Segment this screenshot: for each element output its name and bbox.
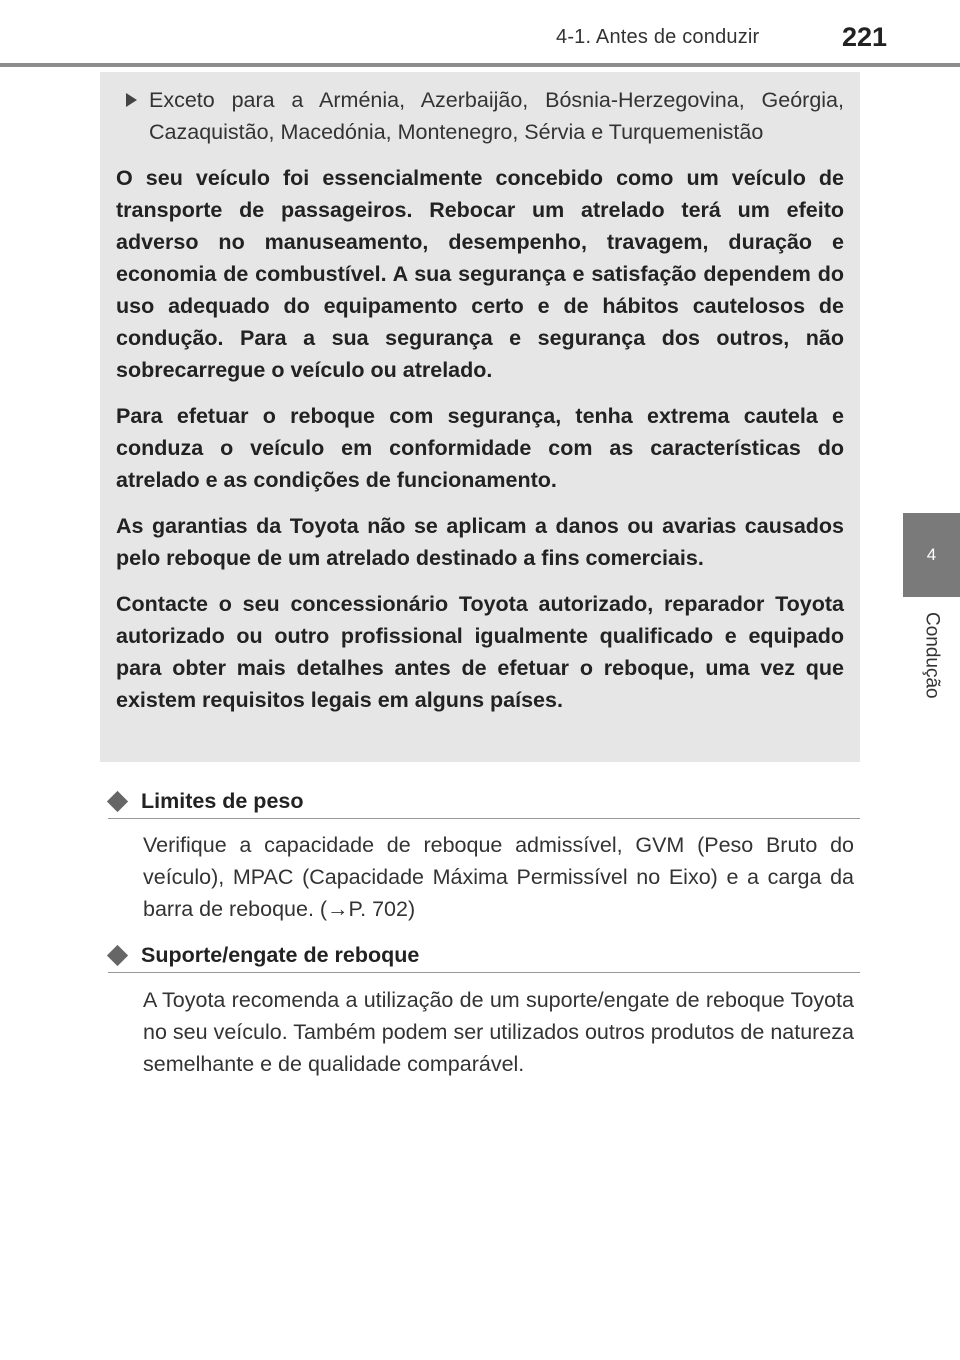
- notice-paragraph: Contacte o seu concessionário Toyota autorizado, reparador Toyota autorizado ou outro profissional igualmente qualificado e equipado para obter mais detalhes antes de efetuar o reboque, uma vez que existem requisitos legais em alguns países.: [116, 592, 844, 712]
- section-heading-tow-hitch: [104, 937, 860, 973]
- country-exception-text: Exceto para a Arménia, Azerbaijão, Bósnia-Herzegovina, Geórgia, Cazaquistão, Macedónia, Montenegro, Sérvia e Turquemenistão: [149, 88, 844, 144]
- notice-paragraph: As garantias da Toyota não se aplicam a danos ou avarias causados pelo reboque de um atrelado destinado a fins comerciais.: [116, 514, 844, 570]
- weight-limits-text: Verifique a capacidade de reboque admissível, GVM (Peso Bruto do veículo), MPAC (Capacidade Máxima Permissível no Eixo) e a carga da barra de reboque. (→P. 702): [143, 833, 854, 921]
- chapter-number: 4: [926, 545, 937, 564]
- country-exception-bullet: [116, 84, 844, 148]
- triangle-bullet-icon: [126, 93, 137, 107]
- chapter-tab: [903, 513, 960, 597]
- section-heading-weight-limits: [104, 783, 860, 819]
- diamond-bullet-icon: [107, 790, 128, 811]
- towing-notice-box: [100, 72, 860, 762]
- tow-hitch-text: A Toyota recomenda a utilização de um suporte/engate de reboque Toyota no seu veículo. Também podem ser utilizados outros produtos de natureza semelhante e de qualidade comparável.: [143, 988, 854, 1076]
- section-heading-text: Suporte/engate de reboque: [141, 942, 420, 967]
- page-number: 221: [842, 22, 888, 52]
- notice-paragraph: Para efetuar o reboque com segurança, tenha extrema cautela e conduza o veículo em conformidade com as características do atrelado e as condições de funcionamento.: [116, 404, 844, 492]
- header-divider: [0, 63, 960, 67]
- notice-paragraph: O seu veículo foi essencialmente concebido como um veículo de transporte de passageiros. Rebocar um atrelado terá um efeito adverso no manuseamento, desempenho, travagem, duração e economia de combustível. A sua segurança e satisfação dependem do uso adequado do equipamento certo e de hábitos cautelosos de condução. Para a sua segurança e segurança dos outros, não sobrecarregue o veículo ou atrelado.: [116, 166, 844, 382]
- diamond-bullet-icon: [107, 944, 128, 965]
- running-header-section: 4-1. Antes de conduzir: [556, 26, 760, 48]
- section-heading-text: Limites de peso: [141, 788, 304, 813]
- chapter-label: Condução: [921, 612, 943, 699]
